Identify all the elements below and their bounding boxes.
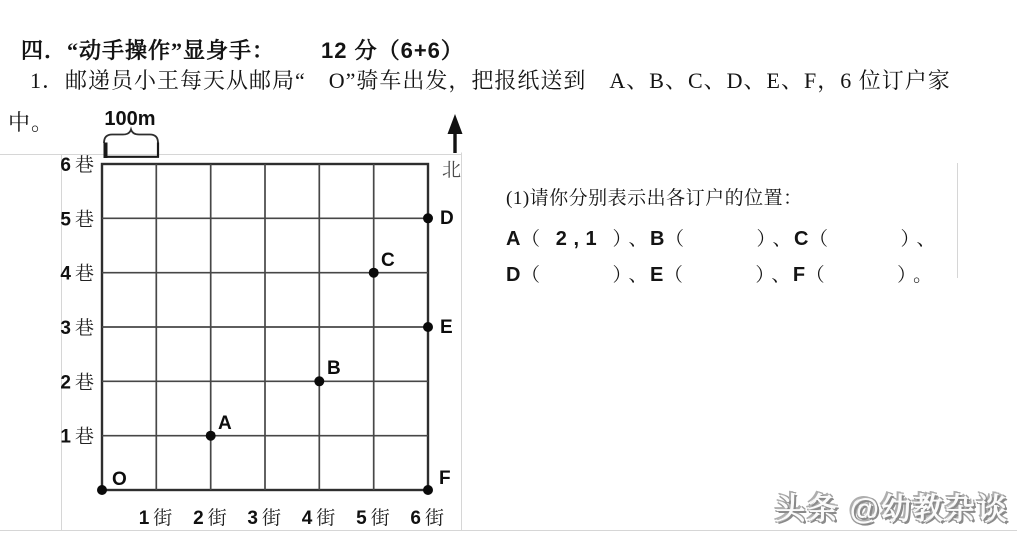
answer-value-a: 2 , 1 <box>549 228 604 250</box>
x-axis-label: 1 <box>138 508 150 529</box>
paren-close: ） <box>900 229 911 250</box>
paren-close: ） <box>897 265 908 286</box>
svg-text:街: 街 <box>370 508 390 529</box>
north-indicator <box>442 114 463 181</box>
question-line-2: 中。 <box>8 110 55 135</box>
answer-entry-f <box>793 265 935 286</box>
point-marker-c <box>369 268 379 278</box>
separator: 、 <box>771 265 791 286</box>
answer-entry-a <box>506 229 650 250</box>
svg-text:街: 街 <box>425 508 445 529</box>
point-label-e: E <box>440 317 453 338</box>
answer-line-1 <box>506 224 986 260</box>
svg-text:巷: 巷 <box>75 426 95 448</box>
x-axis-label: 3 <box>247 508 258 529</box>
point-marker-f <box>423 485 433 495</box>
x-axis-label: 5 <box>356 508 367 529</box>
answer-line-2 <box>506 260 986 296</box>
x-axis-labels <box>139 507 444 529</box>
svg-text:街: 街 <box>262 508 282 529</box>
separator: 、 <box>916 229 936 250</box>
x-axis-label: 6 <box>410 508 421 529</box>
separator: 、 <box>628 229 648 250</box>
scale-brace <box>104 130 158 144</box>
paren-open: （ <box>808 229 829 250</box>
point-label-f: F <box>439 468 451 489</box>
separator: 、 <box>772 229 792 250</box>
paren-open: （ <box>520 229 541 250</box>
question-line-1: 1．邮递员小王每天从邮局“ O”骑车出发，把报纸送到 A、B、C、D、E、F，6 位订户家 <box>30 68 951 93</box>
answer-entry-c <box>794 229 938 250</box>
answer-entry-e <box>650 265 793 286</box>
y-axis-label: 6 <box>60 155 71 176</box>
y-axis-label: 2 <box>60 372 71 394</box>
paren-open: （ <box>663 265 684 286</box>
y-axis-label: 1 <box>60 426 71 448</box>
point-label-d: D <box>440 208 454 229</box>
scale-marker <box>104 108 159 158</box>
svg-text:巷: 巷 <box>75 263 95 285</box>
answer-entry-d <box>506 265 650 286</box>
answer-label-e: E <box>650 264 664 286</box>
point-label-c: C <box>381 250 395 271</box>
section-title <box>8 8 464 65</box>
section-title-text: 四．“动手操作”显身手： <box>21 38 276 63</box>
x-axis-label: 2 <box>193 508 204 529</box>
answer-label-d: D <box>506 264 521 286</box>
answer-panel <box>506 183 986 296</box>
svg-text:巷: 巷 <box>75 209 95 231</box>
point-marker-o <box>97 485 107 495</box>
y-axis-label: 4 <box>60 263 71 285</box>
y-axis-labels <box>60 154 94 448</box>
point-marker-e <box>423 322 433 332</box>
paren-close: ） <box>756 229 767 250</box>
point-label-a: A <box>218 413 232 434</box>
point-label-b: B <box>327 358 341 379</box>
answer-label-a: A <box>506 228 521 250</box>
svg-text:街: 街 <box>153 508 173 529</box>
north-label: 北 <box>442 160 462 181</box>
svg-text:巷: 巷 <box>75 318 95 339</box>
point-label-o: O <box>112 469 127 490</box>
paren-open: （ <box>520 265 541 286</box>
svg-text:巷: 巷 <box>75 155 95 176</box>
point-marker-d <box>423 213 433 223</box>
scale-label: 100m <box>104 108 156 130</box>
north-arrowhead-icon <box>448 114 463 134</box>
point-marker-a <box>206 431 216 441</box>
section-score: 12 分（6+6） <box>321 38 464 63</box>
separator: 。 <box>913 265 933 286</box>
paren-close: ） <box>612 229 623 250</box>
answer-entry-b <box>650 229 794 250</box>
paren-open: （ <box>805 265 826 286</box>
paren-close: ） <box>755 265 766 286</box>
answer-label-c: C <box>794 228 809 250</box>
y-axis-label: 5 <box>60 209 71 231</box>
customer-points <box>97 208 454 495</box>
svg-text:巷: 巷 <box>75 372 95 394</box>
separator: 、 <box>628 265 648 286</box>
point-marker-b <box>314 376 324 386</box>
answer-label-b: B <box>650 228 665 250</box>
paren-close: ） <box>612 265 623 286</box>
sub-question-prompt: (1)请你分别表示出各订户的位置： <box>506 188 803 209</box>
svg-text:街: 街 <box>316 508 336 529</box>
paren-open: （ <box>664 229 685 250</box>
street-grid <box>102 164 428 490</box>
svg-text:街: 街 <box>207 508 227 529</box>
answer-label-f: F <box>792 264 806 286</box>
y-axis-label: 3 <box>60 318 71 339</box>
x-axis-label: 4 <box>301 508 313 529</box>
watermark: 头条 @幼教杂谈 <box>775 493 1009 526</box>
